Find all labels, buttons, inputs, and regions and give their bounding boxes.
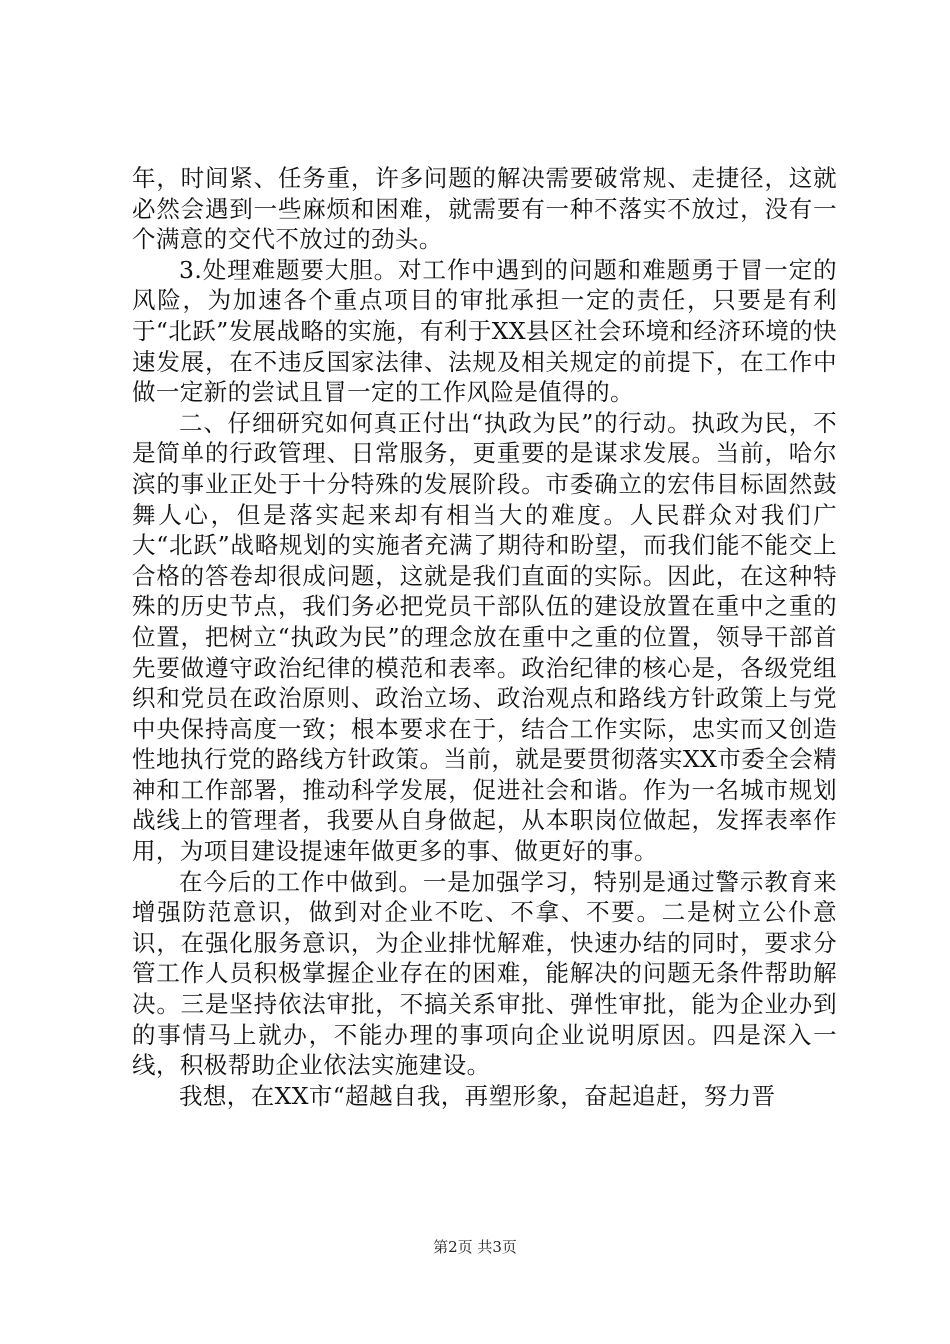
paragraph-future-work: 在今后的工作中做到。一是加强学习，特别是通过警示教育来增强防范意识，做到对企业不吃、不拿、不要。二是树立公仆意识，在强化服务意识，为企业排忧解难，快速办结的同时，要求分管工作人员积极掌握企业存在的困难，能解决的问题无条件帮助解决。三是坚持依法审批，不搞关系审批、弹性审批，能为企业办到的事情马上就办，不能办理的事项向企业说明原因。四是深入一线，积极帮助企业依法实施建设。 bbox=[132, 867, 837, 1080]
paragraph-closing: 我想，在XX市“超越自我，再塑形象，奋起追赶，努力晋 bbox=[179, 1081, 776, 1110]
paragraph-continuation: 年，时间紧、任务重，许多问题的解决需要破常规、走捷径，这就必然会遇到一些麻烦和困难，就需要有一种不落实不放过，没有一个满意的交代不放过的劲头。 bbox=[132, 164, 837, 254]
page-number-footer: 第2页 共3页 bbox=[433, 1238, 517, 1256]
paragraph-section-2: 二、仔细研究如何真正付出“执政为民”的行动。执政为民，不是简单的行政管理、日常服务，更重要的是谋求发展。当前，哈尔滨的事业正处于十分特殊的发展阶段。市委确立的宏伟目标固然鼓舞人心，但是落实起来却有相当大的难度。人民群众对我们广大“北跃”战略规划的实施者充满了期待和盼望，而我们能不能交上合格的答卷却很成问题，这就是我们直面的实际。因此，在这种特殊的历史节点，我们务必把党员干部队伍的建设放置在重中之重的位置，把树立“执政为民”的理念放在重中之重的位置，领导干部首先要做遵守政治纪律的模范和表率。政治纪律的核心是，各级党组织和党员在政治原则、政治立场、政治观点和路线方针政策上与党中央保持高度一致；根本要求在于，结合工作实际，忠实而又创造性地执行党的路线方针政策。当前，就是要贯彻落实XX市委全会精神和工作部署，推动科学发展，促进社会和谐。作为一名城市规划战线上的管理者，我要从自身做起，从本职岗位做起，发挥表率作用，为项目建设提速年做更多的事、做更好的事。 bbox=[132, 408, 837, 866]
document-body bbox=[132, 163, 837, 1111]
paragraph-item-3: 3.处理难题要大胆。对工作中遇到的问题和难题勇于冒一定的风险，为加速各个重点项目的审批承担一定的责任，只要是有利于“北跃”发展战略的实施，有利于XX县区社会环境和经济环境的快速发展，在不违反国家法律、法规及相关规定的前提下，在工作中做一定新的尝试且冒一定的工作风险是值得的。 bbox=[132, 255, 837, 407]
